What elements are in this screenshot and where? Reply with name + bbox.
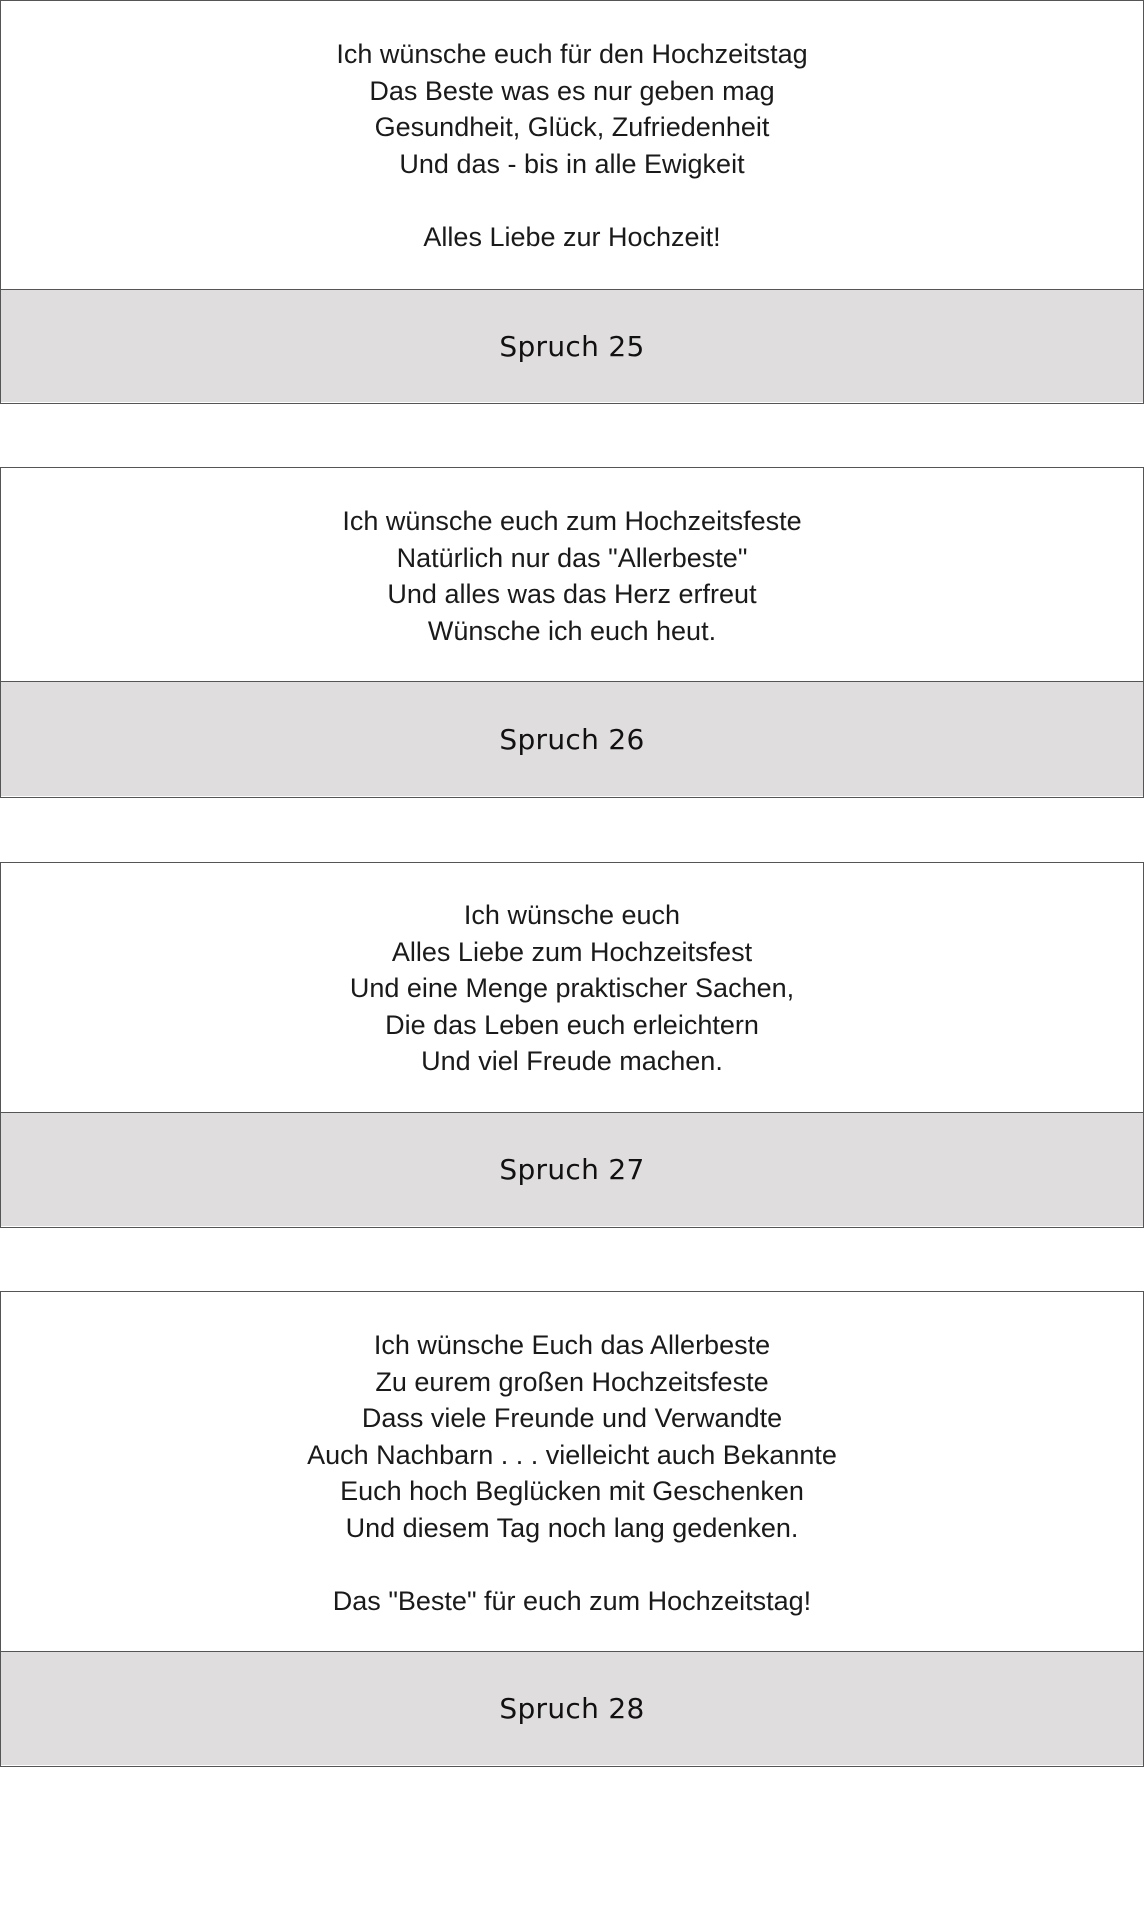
- verse-line: Ich wünsche euch: [463, 900, 681, 930]
- verse-line: Und das - bis in alle Ewigkeit: [399, 148, 745, 179]
- verse-label: Spruch 25: [499, 329, 645, 363]
- verse-label-bar: [1, 682, 1143, 796]
- verse-label-bar: [1, 290, 1143, 402]
- verse-line: Alles Liebe zur Hochzeit!: [423, 221, 721, 252]
- verse-card-26: [0, 467, 1144, 798]
- verse-card-28: [0, 1291, 1144, 1767]
- verse-line: Und eine Menge praktischer Sachen,: [349, 973, 795, 1003]
- verse-text: [1, 1292, 1143, 1652]
- verse-text: [1, 468, 1143, 682]
- verse-line: Zu eurem großen Hochzeitsfeste: [375, 1366, 769, 1397]
- verse-text: [1, 863, 1143, 1113]
- verse-label-bar: [1, 1652, 1143, 1765]
- verse-line: Auch Nachbarn . . . vielleicht auch Bekannte: [307, 1439, 837, 1470]
- verse-line: Ich wünsche euch für den Hochzeitstag: [336, 39, 808, 69]
- verse-line: Das Beste was es nur geben mag: [369, 75, 775, 106]
- verse-line: Und alles was das Herz erfreut: [387, 579, 757, 609]
- verse-line: Natürlich nur das "Allerbeste": [396, 542, 748, 573]
- verse-line: Das "Beste" für euch zum Hochzeitstag!: [332, 1585, 812, 1616]
- verse-line: Alles Liebe zum Hochzeitsfest: [391, 936, 753, 967]
- verse-line: Und diesem Tag noch lang gedenken.: [345, 1512, 799, 1543]
- verse-line: Dass viele Freunde und Verwandte: [361, 1403, 783, 1433]
- verse-line: Die das Leben euch erleichtern: [385, 1009, 759, 1040]
- verse-text: [1, 1, 1143, 290]
- verse-line: Ich wünsche Euch das Allerbeste: [373, 1330, 771, 1360]
- verse-line: Euch hoch Beglücken mit Geschenken: [340, 1476, 804, 1506]
- verse-line: Wünsche ich euch heut.: [427, 615, 717, 646]
- verse-line: Ich wünsche euch zum Hochzeitsfeste: [342, 506, 802, 536]
- verse-label: Spruch 26: [499, 722, 645, 756]
- verse-card-27: [0, 862, 1144, 1228]
- verse-line: Gesundheit, Glück, Zufriedenheit: [374, 112, 770, 142]
- verse-label-bar: [1, 1113, 1143, 1226]
- verse-card-25: [0, 0, 1144, 404]
- verse-label: Spruch 27: [499, 1153, 645, 1186]
- verse-line: Und viel Freude machen.: [421, 1046, 723, 1076]
- verse-label: Spruch 28: [499, 1692, 645, 1725]
